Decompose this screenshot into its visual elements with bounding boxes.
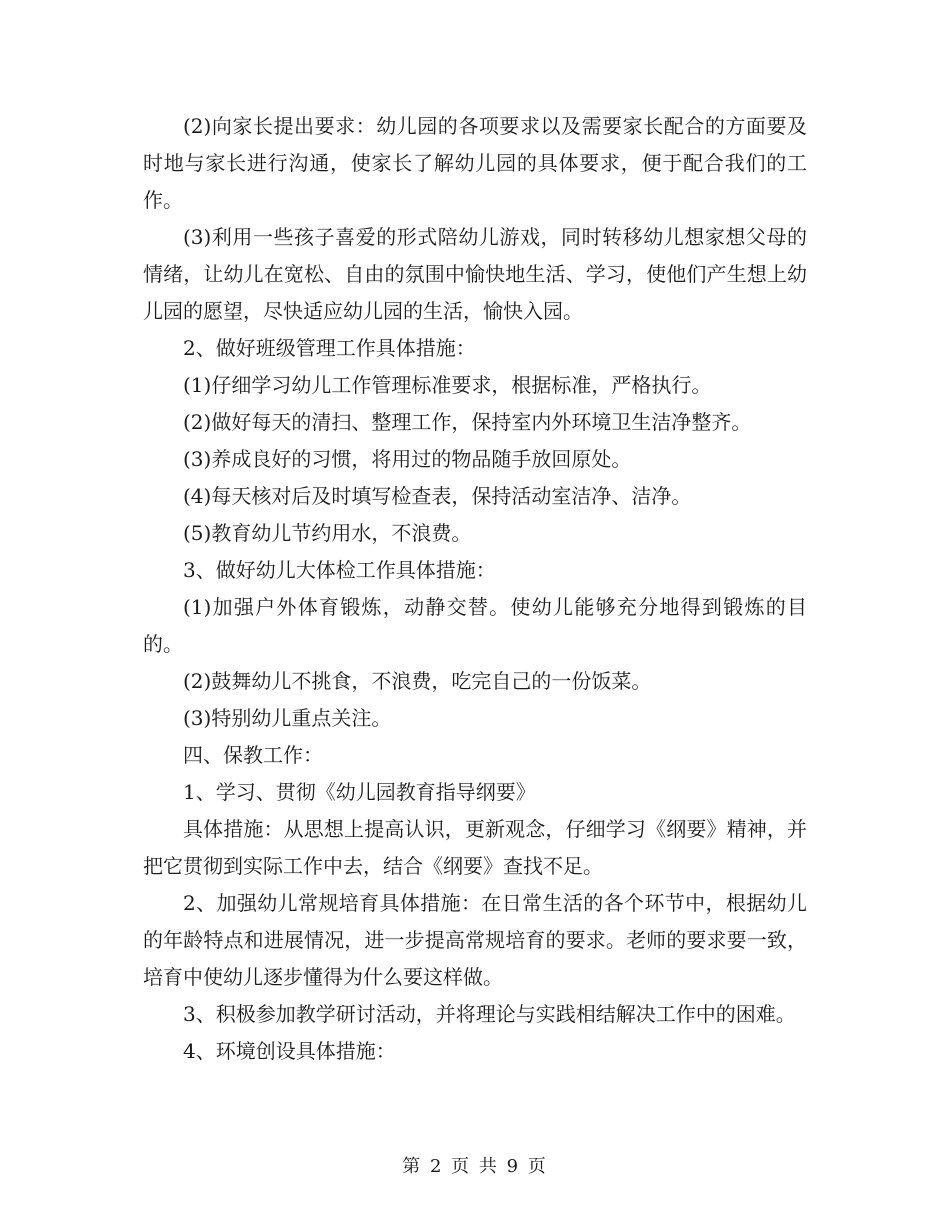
paragraph: (1)加强户外体育锻炼，动静交替。使幼儿能够充分地得到锻炼的目的。 [143,595,807,656]
section-heading: 四、保教工作： [183,743,323,767]
page-number-footer: 第 2 页 共 9 页 [402,1156,548,1177]
section-heading: 1、学习、贯彻《幼儿园教育指导纲要》 [183,780,536,804]
paragraph: (2)向家长提出要求：幼儿园的各项要求以及需要家长配合的方面要及时地与家长进行沟通，使家长了解幼儿园的具体要求，便于配合我们的工作。 [143,114,807,212]
paragraph: (1)仔细学习幼儿工作管理标准要求，根据标准，严格执行。 [183,373,712,397]
paragraph: (3)利用一些孩子喜爱的形式陪幼儿游戏，同时转移幼儿想家想父母的情绪，让幼儿在宽松、自由的氛围中愉快地生活、学习，使他们产生想上幼儿园的愿望，尽快适应幼儿园的生活，愉快入园。 [143,225,807,323]
section-heading: 2、做好班级管理工作具体措施： [183,336,476,360]
section-heading: 3、做好幼儿大体检工作具体措施： [183,558,496,582]
paragraph: (5)教育幼儿节约用水，不浪费。 [183,521,472,545]
paragraph: (2)鼓舞幼儿不挑食，不浪费，吃完自己的一份饭菜。 [183,669,652,693]
document-body [143,108,807,1070]
paragraph: (3)养成良好的习惯，将用过的物品随手放回原处。 [183,447,632,471]
paragraph: (3)特别幼儿重点关注。 [183,706,392,730]
paragraph: (2)做好每天的清扫、整理工作，保持室内外环境卫生洁净整齐。 [183,410,752,434]
paragraph: 3、积极参加教学研讨活动，并将理论与实践相结解决工作中的困难。 [183,1002,796,1026]
paragraph: (4)每天核对后及时填写检查表，保持活动室洁净、洁净。 [183,484,692,508]
paragraph: 具体措施：从思想上提高认识，更新观念，仔细学习《纲要》精神，并把它贯彻到实际工作中去，结合《纲要》查找不足。 [143,817,807,878]
paragraph: 2、加强幼儿常规培育具体措施：在日常生活的各个环节中，根据幼儿的年龄特点和进展情况，进一步提高常规培育的要求。老师的要求要一致，培育中使幼儿逐步懂得为什么要这样做。 [143,891,807,989]
section-heading: 4、环境创设具体措施： [183,1039,396,1063]
